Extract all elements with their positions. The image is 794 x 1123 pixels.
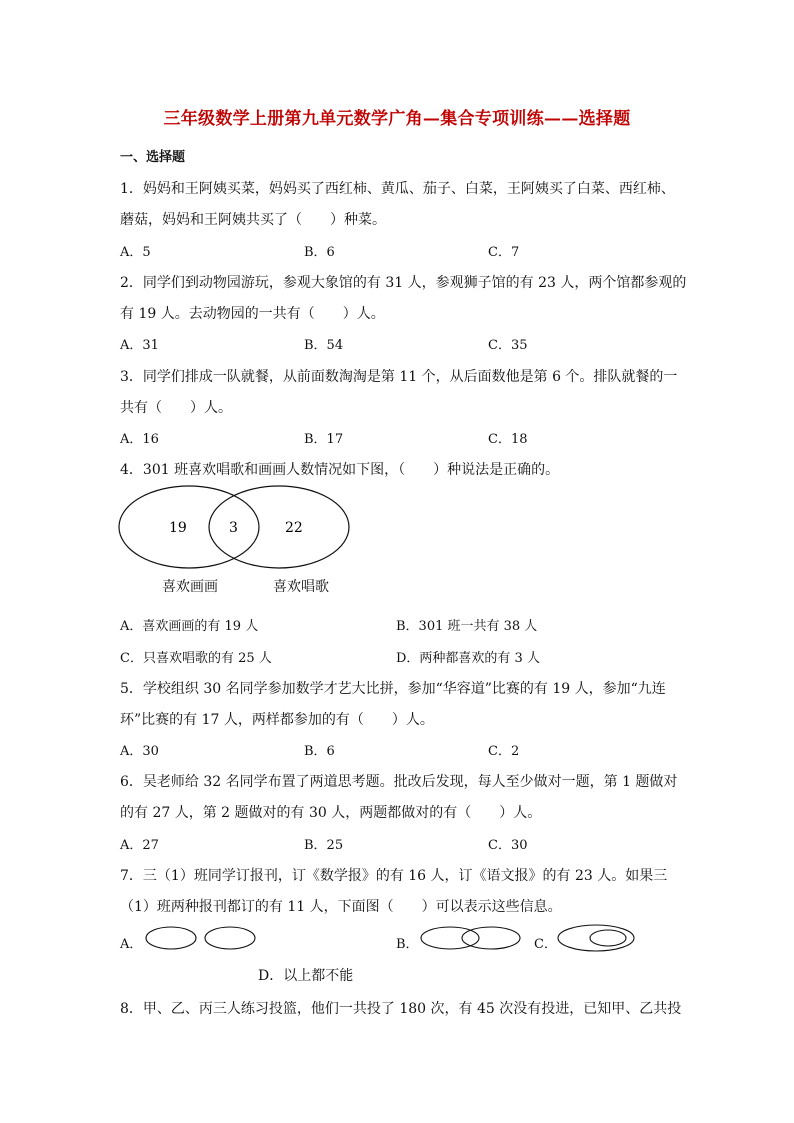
question-7-line-1: 7．三（1）班同学订报刊，订《数学报》的有 16 人，订《语文报》的有 23 人。如果三 [120,868,668,884]
question-4-option-b: B．301 班一共有 38 人 [396,619,538,634]
question-1-option-b: B．6 [304,245,335,260]
question-6-option-b: B．25 [304,838,344,853]
question-5-option-c: C．2 [488,744,520,759]
question-6-line-2: 的有 27 人，第 2 题做对的有 30 人，两题都做对的有（ ）人。 [120,805,542,821]
question-6-line-1: 6．吴老师给 32 名同学布置了两道思考题。批改后发现，每人至少做对一题，第 1 题做对 [120,774,678,790]
question-2-option-a: A．31 [120,338,159,353]
question-3-option-c: C．18 [488,432,528,447]
question-7-option-b: B． [396,937,419,952]
question-1-option-a: A．5 [120,245,151,260]
question-4-option-d: D．两种都喜欢的有 3 人 [396,651,540,666]
venn-left-value: 19 [169,520,187,536]
question-2-option-b: B．54 [304,338,344,353]
option-a-separate-circles-figure [144,925,258,951]
question-3-option-b: B．17 [304,432,344,447]
question-4-line-1: 4．301 班喜欢唱歌和画画人数情况如下图，（ ）种说法是正确的。 [120,462,560,478]
question-5-option-a: A．30 [120,744,159,759]
question-6-option-a: A．27 [120,838,159,853]
question-7-option-a: A． [120,937,143,952]
venn-middle-value: 3 [229,520,238,536]
question-3-line-2: 共有（ ）人。 [120,400,232,416]
question-6-option-c: C．30 [488,838,528,853]
option-c-nested-circles-figure [556,923,638,953]
question-7-option-c: C． [534,937,557,952]
venn-left-circle [119,486,259,568]
question-1-line-1: 1．妈妈和王阿姨买菜，妈妈买了西红柿、黄瓜、茄子、白菜，王阿姨买了白菜、西红柿、 [120,181,675,197]
venn-label-singing: 喜欢唱歌 [273,579,329,595]
question-2-line-1: 2．同学们到动物园游玩，参观大象馆的有 31 人，参观狮子馆的有 23 人，两个馆都参观的 [120,275,687,291]
question-1-option-c: C．7 [488,245,520,260]
question-5-line-1: 5．学校组织 30 名同学参加数学才艺大比拼，参加“华容道”比赛的有 19 人，参加“九连 [120,681,666,697]
question-4-option-c: C．只喜欢唱歌的有 25 人 [120,651,272,666]
question-2-option-c: C．35 [488,338,528,353]
question-3-option-a: A．16 [120,432,159,447]
question-7-option-d: D．以上都不能 [258,968,354,984]
question-3-line-1: 3．同学们排成一队就餐，从前面数淘淘是第 11 个，从后面数他是第 6 个。排队就餐的一 [120,369,678,385]
question-4-option-a: A．喜欢画画的有 19 人 [120,619,259,634]
question-5-line-2: 环”比赛的有 17 人，两样都参加的有（ ）人。 [120,712,434,728]
venn-diagram [118,484,354,572]
question-2-line-2: 有 19 人。去动物园的一共有（ ）人。 [120,306,385,322]
question-8-line-1: 8．甲、乙、丙三人练习投篮，他们一共投了 180 次，有 45 次没有投进，已知甲、乙共投 [120,1001,682,1017]
question-5-option-b: B．6 [304,744,335,759]
question-7-line-2: （1）班两种报刊都订的有 11 人，下面图（ ）可以表示这些信息。 [120,899,562,915]
section-heading: 一、选择题 [120,150,186,165]
option-b-overlapping-circles-figure [418,925,524,951]
page-title: 三年级数学上册第九单元数学广角—集合专项训练——选择题 [163,109,631,129]
venn-right-value: 22 [285,520,303,536]
question-1-line-2: 蘑菇，妈妈和王阿姨共买了（ ）种菜。 [120,212,386,228]
venn-label-drawing: 喜欢画画 [162,579,218,595]
